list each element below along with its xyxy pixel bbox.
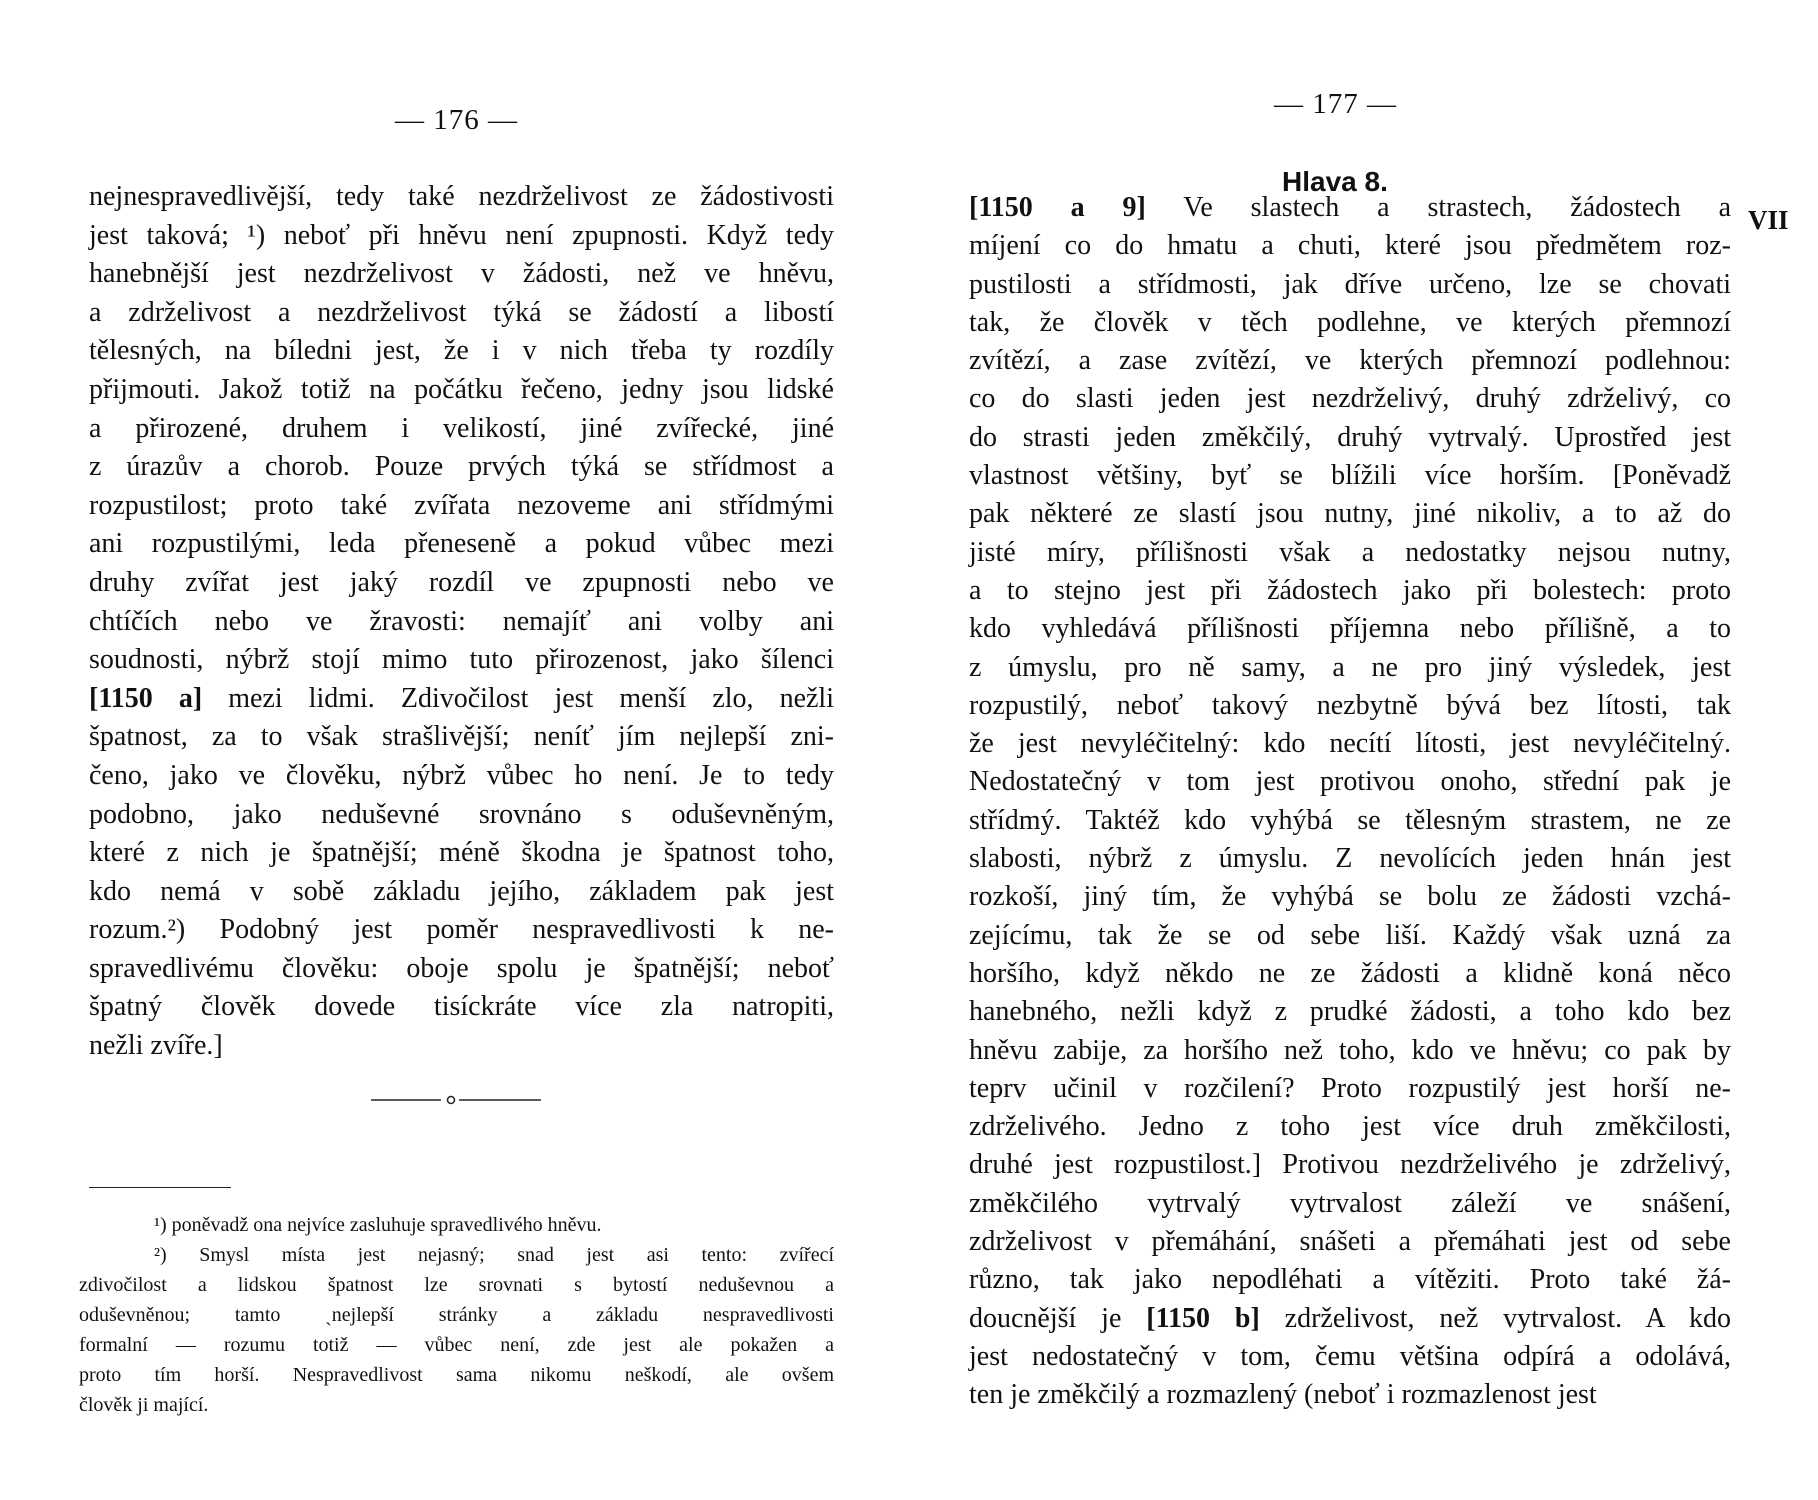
text-line: rozum.²) Podobný jest poměr nespravedlivosti k ne- <box>89 914 834 946</box>
text-line: jest nedostatečný v tom, čemu většina odpírá a odolává, <box>969 1340 1731 1372</box>
text-line: čeno, jako ve člověku, nýbrž vůbec ho není. Je to tedy <box>89 759 834 791</box>
text-line: kdo vyhledává přílišnosti příjemna nebo přílišně, a to <box>969 613 1731 645</box>
text-line: [1150 a] mezi lidmi. Zdivočilost jest menší zlo, nežli <box>89 682 834 714</box>
text-line: nežli zvíře.] <box>89 1030 223 1062</box>
section-divider-ornament <box>371 1094 541 1106</box>
text-line: druhy zvířat jest jaký rozdíl ve zpupnosti nebo ve <box>89 566 834 598</box>
footnote-line: ¹) poněvadž ona nejvíce zasluhuje spravedlivého hněvu. <box>154 1214 602 1236</box>
text-line: a zdrželivost a nezdrželivost týká se žádostí a libostí <box>89 296 834 328</box>
text-line: do strasti jeden změkčilý, druhý vytrvalý. Uprostřed jest <box>969 421 1731 453</box>
footnote-line: formalní — rozumu totiž — vůbec není, zde jest ale pokažen a <box>79 1334 834 1356</box>
text-line: že jest nevyléčitelný: kdo necítí lítosti, jest nevyléčitelný. <box>969 728 1731 760</box>
text-line: vlastnost většiny, byť se blížili více horším. [Poněvadž <box>969 460 1731 492</box>
text-line: špatnost, za to však strašlivější; neníť jím nejlepší zni- <box>89 721 834 753</box>
text-line: chtíčích nebo ve žravosti: nemajíť ani volby ani <box>89 605 834 637</box>
text-line: přijmouti. Jakož totiž na počátku řečeno, jedny jsou lidské <box>89 373 834 405</box>
text-line: z úmyslu, pro ně samy, a ne pro jiný výsledek, jest <box>969 651 1731 683</box>
text-line: a přirozené, druhem i velikostí, jiné zvířecké, jiné <box>89 412 834 444</box>
footnotes <box>79 1210 834 1420</box>
page-number: — 177 — <box>1274 88 1397 120</box>
footnote-line: proto tím horší. Nespravedlivost sama nikomu neškodí, ale ovšem <box>79 1364 834 1386</box>
text-line: tak, že člověk v těch podlehne, ve kterých přemnozí <box>969 306 1731 338</box>
text-line: a to stejno jest při žádostech jako při bolestech: proto <box>969 574 1731 606</box>
text-line: změkčilého vytrvalý vytrvalost záleží ve snášení, <box>969 1187 1731 1219</box>
text-line: nejnespravedlivější, tedy také nezdrželivost ze žádostivosti <box>89 181 834 212</box>
right-page <box>909 0 1818 1500</box>
page-number: — 176 — <box>395 104 518 136</box>
text-line: hanebného, nežli když z prudké žádosti, a toho kdo bez <box>969 996 1731 1028</box>
footnote-line: člověk ji mající. <box>79 1394 209 1416</box>
text-line: různo, tak jako nepodléhati a vítěziti. Proto také žá- <box>969 1264 1731 1296</box>
text-line: Nedostatečný v tom jest protivou onoho, střední pak je <box>969 766 1731 798</box>
text-line: hněvu zabije, za horšího než toho, kdo ve hněvu; co pak by <box>969 1034 1731 1066</box>
text-line: ten je změkčilý a rozmazlený (neboť i rozmazlenost jest <box>969 1379 1597 1411</box>
footnote-line: zdivočilost a lidskou špatnost lze srovnati s bytostí neduševnou a <box>79 1274 834 1296</box>
right-text-body <box>969 189 1731 1415</box>
text-line: špatný člověk dovede tisíckráte více zla natropiti, <box>89 991 834 1023</box>
text-line: rozpustilost; proto také zvířata nezoveme ani střídmými <box>89 489 834 521</box>
text-line: míjení co do hmatu a chuti, které jsou předmětem roz- <box>969 230 1731 262</box>
text-line: co do slasti jeden jest nezdrželivý, druhý zdrželivý, co <box>969 383 1731 415</box>
text-line: hanebnější jest nezdrželivost v žádosti, než ve hněvu, <box>89 258 834 290</box>
left-text-body <box>89 178 834 1066</box>
footnote-line: oduševněnou; tamto ˎnejlepší stránky a základu nespravedlivosti <box>79 1304 834 1326</box>
text-line: spravedlivému člověku: oboje spolu je špatnější; neboť <box>89 952 834 984</box>
text-line: jisté míry, přílišnosti však a nedostatky nejsou nutny, <box>969 536 1731 568</box>
text-line: doucnější je [1150 b] zdrželivost, než vytrvalost. A kdo <box>969 1302 1731 1334</box>
text-line: jest taková; ¹) neboť při hněvu není zpupnosti. Když tedy <box>89 219 834 251</box>
text-line: slabosti, nýbrž z úmyslu. Z nevolících jeden hnán jest <box>969 843 1731 875</box>
text-line: pustilosti a střídmosti, jak dříve určeno, lze se chovati <box>969 268 1731 300</box>
text-line: z úrazův a chorob. Pouze prvých týká se střídmost a <box>89 451 834 483</box>
text-line: soudnosti, nýbrž stojí mimo tuto přirozenost, jako šílenci <box>89 644 834 676</box>
text-line: rozpustilý, neboť takový nezbytně bývá bez lítosti, tak <box>969 689 1731 721</box>
text-line: rozkoší, jiný tím, že vyhýbá se bolu ze žádosti vzchá- <box>969 881 1731 913</box>
text-line: pak některé ze slastí jsou nutny, jiné nikoliv, a to až do <box>969 498 1731 530</box>
footnote-line: ²) Smysl místa jest nejasný; snad jest asi tento: zvířecí <box>154 1244 834 1266</box>
text-line: ani rozpustilými, leda přeneseně a pokud vůbec mezi <box>89 528 834 560</box>
margin-section-mark: VII <box>1748 205 1789 235</box>
text-line: střídmý. Taktéž kdo vyhýbá se tělesným strastem, ne ze <box>969 804 1731 836</box>
text-line: zdrželivého. Jedno z toho jest více druh změkčilosti, <box>969 1111 1731 1143</box>
text-line: zvítězí, a zase zvítězí, ve kterých přemnozí podlehnou: <box>969 345 1731 377</box>
text-line: kdo nemá v sobě základu jejího, základem pak jest <box>89 875 834 907</box>
text-line: zdrželivost v přemáhání, snášeti a přemáhati jest od sebe <box>969 1226 1731 1258</box>
text-line: tělesných, na bíledni jest, že i v nich třeba ty rozdíly <box>89 335 834 367</box>
text-line: zejícímu, tak že se od sebe liší. Každý však uzná za <box>969 919 1731 951</box>
text-line: teprv učinil v rozčilení? Proto rozpustilý jest horší ne- <box>969 1072 1731 1104</box>
text-line: které z nich je špatnější; méně škodna je špatnost toho, <box>89 837 834 869</box>
text-line: podobno, jako neduševné srovnáno s oduševněným, <box>89 798 834 830</box>
text-line: [1150 a 9] Ve slastech a strastech, žádostech a <box>969 192 1731 223</box>
footnote-rule <box>89 1187 231 1188</box>
text-line: druhé jest rozpustilost.] Protivou nezdrželivého je zdrželivý, <box>969 1149 1731 1181</box>
chapter-heading: Hlava 8. <box>1282 166 1388 197</box>
text-line: horšího, když někdo ne ze žádosti a klidně koná něco <box>969 957 1731 989</box>
